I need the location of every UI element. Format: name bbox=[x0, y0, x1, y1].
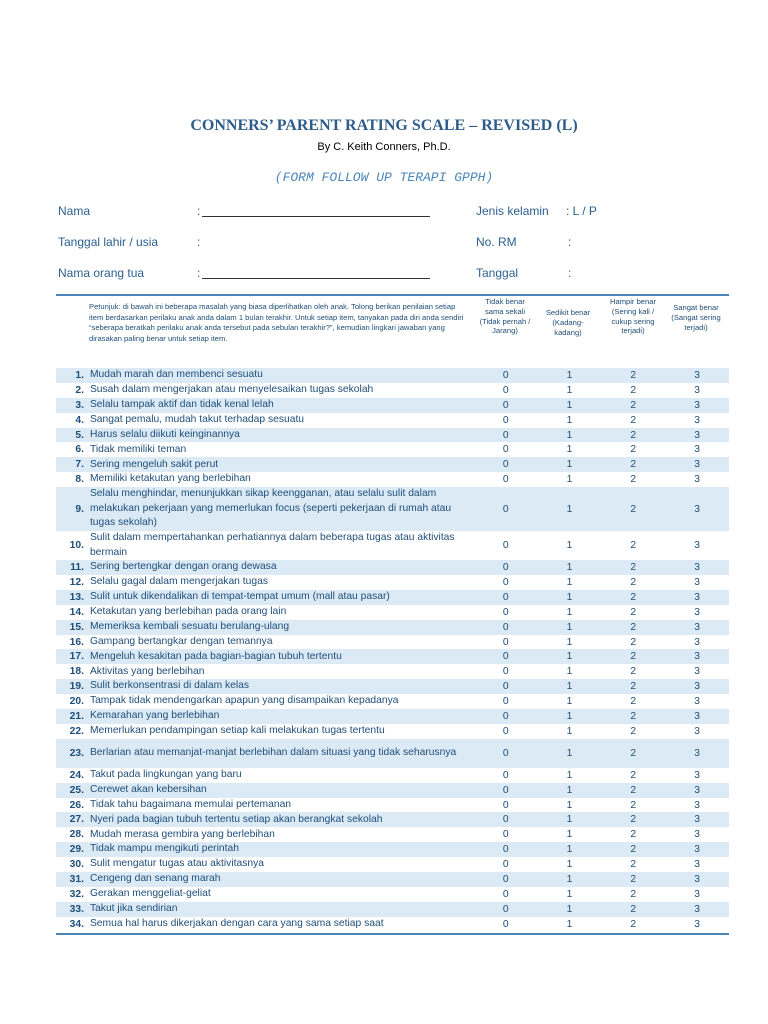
nama-orang-tua-label: Nama orang tua bbox=[58, 266, 145, 280]
item-number: 9. bbox=[56, 487, 90, 531]
rating-option-3[interactable]: 3 bbox=[694, 829, 700, 841]
rating-option-2[interactable]: 2 bbox=[601, 590, 665, 605]
table-row bbox=[56, 768, 729, 783]
rating-option-3[interactable]: 3 bbox=[665, 709, 729, 724]
rating-option-0[interactable]: 0 bbox=[474, 739, 538, 768]
rating-option-1[interactable]: 1 bbox=[538, 812, 602, 827]
item-text: Memiliki ketakutan yang berlebihan bbox=[89, 473, 251, 485]
rating-option-0[interactable]: 0 bbox=[474, 872, 538, 887]
rating-option-3[interactable]: 3 bbox=[665, 842, 729, 857]
rating-option-3[interactable]: 3 bbox=[694, 636, 700, 648]
table-row bbox=[56, 887, 729, 902]
rating-option-1[interactable]: 1 bbox=[538, 428, 602, 443]
rating-option-2[interactable]: 2 bbox=[630, 859, 637, 871]
item-number: 16. bbox=[69, 636, 84, 648]
rating-option-3[interactable]: 3 bbox=[665, 368, 729, 383]
table-row bbox=[56, 457, 729, 472]
item-text: Sulit untuk dikendalikan di tempat-tempat umum (mall atau pasar) bbox=[90, 590, 474, 605]
table-row bbox=[56, 783, 729, 798]
rating-option-2[interactable]: 2 bbox=[601, 428, 665, 443]
item-number: 4. bbox=[75, 414, 84, 426]
rating-option-1[interactable]: 1 bbox=[566, 725, 573, 737]
rating-option-2[interactable]: 2 bbox=[601, 679, 665, 694]
column-header-0: Tidak benar sama sekali (Tidak pernah / Jarang) bbox=[479, 297, 531, 336]
rating-option-2[interactable]: 2 bbox=[601, 457, 665, 472]
rating-option-3[interactable]: 3 bbox=[694, 606, 700, 618]
jenis-kelamin-value: : L / P bbox=[566, 204, 597, 218]
rating-option-0[interactable]: 0 bbox=[474, 590, 538, 605]
table-row bbox=[56, 620, 729, 635]
rating-option-3[interactable]: 3 bbox=[665, 457, 729, 472]
rating-option-0[interactable]: 0 bbox=[502, 859, 509, 871]
rating-option-3[interactable]: 3 bbox=[665, 872, 729, 887]
rating-option-3[interactable]: 3 bbox=[694, 384, 700, 396]
rating-option-0[interactable]: 0 bbox=[474, 457, 538, 472]
table-row bbox=[56, 694, 729, 709]
item-number: 7. bbox=[56, 457, 90, 472]
column-header-3: Sangat benar (Sangat sering terjadi) bbox=[671, 303, 721, 332]
rating-option-0[interactable]: 0 bbox=[502, 540, 509, 552]
rating-option-3[interactable]: 3 bbox=[694, 414, 700, 426]
rating-option-2[interactable]: 2 bbox=[601, 783, 665, 798]
item-text: Berlarian atau memanjat-manjat berlebihan dalam situasi yang tidak seharusnya bbox=[90, 739, 474, 768]
nama-orang-tua-colon: : bbox=[197, 266, 201, 280]
rating-option-3[interactable]: 3 bbox=[694, 576, 700, 588]
rating-option-0[interactable]: 0 bbox=[502, 769, 509, 781]
column-header-1: Sedikit benar (Kadang-kadang) bbox=[545, 308, 591, 337]
rating-option-3[interactable]: 3 bbox=[665, 428, 729, 443]
item-number: 20. bbox=[69, 696, 84, 708]
item-number: 28. bbox=[69, 829, 84, 841]
table-row bbox=[56, 902, 729, 917]
rating-option-1[interactable]: 1 bbox=[566, 666, 573, 678]
item-number: 32. bbox=[69, 888, 84, 900]
item-number: 12. bbox=[69, 576, 84, 588]
rating-option-1[interactable]: 1 bbox=[538, 709, 602, 724]
table-row bbox=[56, 487, 729, 531]
table-row bbox=[56, 857, 729, 872]
rating-option-2[interactable]: 2 bbox=[601, 872, 665, 887]
rating-option-1[interactable]: 1 bbox=[566, 414, 573, 426]
rating-option-0[interactable]: 0 bbox=[474, 812, 538, 827]
rating-option-0[interactable]: 0 bbox=[474, 368, 538, 383]
rating-option-2[interactable]: 2 bbox=[630, 444, 637, 456]
rating-option-1[interactable]: 1 bbox=[538, 842, 602, 857]
form-subtitle: (FORM FOLLOW UP TERAPI GPPH) bbox=[274, 170, 494, 185]
table-row bbox=[56, 798, 729, 813]
rating-option-1[interactable]: 1 bbox=[538, 872, 602, 887]
rating-option-2[interactable]: 2 bbox=[630, 696, 637, 708]
item-text: Mudah merasa gembira yang berlebihan bbox=[89, 828, 275, 840]
tanggal-colon: : bbox=[568, 266, 572, 280]
rating-option-1[interactable]: 1 bbox=[566, 636, 573, 648]
table-row bbox=[56, 368, 729, 383]
item-text: Susah dalam mengerjakan atau menyelesaikan tugas sekolah bbox=[89, 384, 374, 396]
table-row bbox=[56, 605, 729, 620]
item-text: Takut jika sendirian bbox=[90, 902, 474, 917]
item-text: Memeriksa kembali sesuatu berulang-ulang bbox=[90, 620, 474, 635]
rating-option-1[interactable]: 1 bbox=[538, 620, 602, 635]
rating-option-3[interactable]: 3 bbox=[665, 812, 729, 827]
rating-option-2[interactable]: 2 bbox=[601, 842, 665, 857]
item-number: 30. bbox=[69, 859, 84, 871]
instructions: Petunjuk: di bawah ini beberapa masalah yang biasa diperlihatkan oleh anak. Tolong berikan penilaian setiap item berdasarkan perilaku anak anda dalam 1 bulan terakhir. Untuk setiap item, tanyakan pada diri anda sendiri “seberapa beratkah perilaku anak anda tersebut pada sebulan terakhir?”, kemudian lingkari jawaban yang dirasakan paling benar untuk setiap item. bbox=[89, 302, 464, 343]
item-number: 10. bbox=[69, 540, 84, 552]
rating-option-3[interactable]: 3 bbox=[665, 487, 729, 531]
item-text: Harus selalu diikuti keinginannya bbox=[90, 428, 474, 443]
table-row bbox=[56, 428, 729, 443]
table-row bbox=[56, 635, 729, 650]
item-number: 6. bbox=[75, 444, 84, 456]
item-text: Ketakutan yang berlebihan pada orang lain bbox=[89, 605, 287, 617]
rating-option-2[interactable]: 2 bbox=[630, 829, 637, 841]
item-number: 22. bbox=[69, 725, 84, 737]
item-text: Mudah marah dan membenci sesuatu bbox=[90, 368, 474, 383]
rating-option-3[interactable]: 3 bbox=[665, 902, 729, 917]
item-text: Cerewet akan kebersihan bbox=[90, 783, 474, 798]
tanggal-lahir-colon: : bbox=[197, 235, 201, 249]
item-text: Sulit dalam mempertahankan perhatiannya dalam beberapa tugas atau aktivitas bermain bbox=[89, 532, 455, 558]
item-number: 18. bbox=[69, 666, 84, 678]
rating-option-3[interactable]: 3 bbox=[665, 590, 729, 605]
rating-option-3[interactable]: 3 bbox=[665, 560, 729, 575]
rating-option-0[interactable]: 0 bbox=[502, 636, 509, 648]
rating-option-3[interactable]: 3 bbox=[694, 540, 700, 552]
item-number: 19. bbox=[56, 679, 90, 694]
item-text: Takut pada lingkungan yang baru bbox=[89, 769, 242, 780]
rating-option-1[interactable]: 1 bbox=[538, 590, 602, 605]
rating-option-0[interactable]: 0 bbox=[474, 679, 538, 694]
item-number: 14. bbox=[69, 606, 84, 618]
rating-option-1[interactable]: 1 bbox=[538, 487, 602, 531]
rating-option-0[interactable]: 0 bbox=[474, 649, 538, 664]
item-number: 1. bbox=[56, 368, 90, 383]
item-text: Selalu tampak aktif dan tidak kenal lelah bbox=[90, 398, 474, 413]
item-text: Aktivitas yang berlebihan bbox=[89, 665, 205, 677]
rating-option-2[interactable]: 2 bbox=[630, 769, 637, 781]
rating-option-0[interactable]: 0 bbox=[502, 414, 509, 426]
rating-option-0[interactable]: 0 bbox=[502, 888, 509, 900]
rating-option-2[interactable]: 2 bbox=[630, 576, 637, 588]
item-number: 15. bbox=[56, 620, 90, 635]
rating-option-1[interactable]: 1 bbox=[538, 560, 602, 575]
rating-option-1[interactable]: 1 bbox=[566, 540, 573, 552]
rating-option-2[interactable]: 2 bbox=[601, 902, 665, 917]
rating-option-1[interactable]: 1 bbox=[566, 918, 573, 930]
table-row bbox=[56, 827, 729, 842]
table-row bbox=[56, 560, 729, 575]
item-text: Kemarahan yang berlebihan bbox=[90, 709, 474, 724]
rating-option-2[interactable]: 2 bbox=[630, 888, 637, 900]
rating-option-2[interactable]: 2 bbox=[630, 414, 637, 426]
item-text: Mengeluh kesakitan pada bagian-bagian tubuh tertentu bbox=[90, 649, 474, 664]
table-row bbox=[56, 739, 729, 768]
rating-option-1[interactable]: 1 bbox=[566, 444, 573, 456]
rating-option-1[interactable]: 1 bbox=[566, 576, 573, 588]
item-text: Semua hal harus dikerjakan dengan cara yang sama setiap saat bbox=[89, 917, 384, 929]
item-text: Sangat pemalu, mudah takut terhadap sesuatu bbox=[89, 413, 305, 425]
rating-option-3[interactable]: 3 bbox=[665, 649, 729, 664]
rating-option-0[interactable]: 0 bbox=[474, 902, 538, 917]
rating-option-1[interactable]: 1 bbox=[566, 799, 573, 811]
item-number: 34. bbox=[69, 918, 84, 930]
item-number: 23. bbox=[56, 739, 90, 768]
rating-option-3[interactable]: 3 bbox=[665, 679, 729, 694]
rating-option-0[interactable]: 0 bbox=[474, 620, 538, 635]
item-number: 21. bbox=[56, 709, 90, 724]
rating-option-2[interactable]: 2 bbox=[601, 649, 665, 664]
rating-option-1[interactable]: 1 bbox=[566, 384, 573, 396]
rating-option-1[interactable]: 1 bbox=[566, 606, 573, 618]
no-rm-label: No. RM bbox=[476, 235, 517, 249]
item-text: Cengeng dan senang marah bbox=[90, 872, 474, 887]
rating-option-1[interactable]: 1 bbox=[566, 829, 573, 841]
author-byline: By C. Keith Conners, Ph.D. bbox=[317, 141, 451, 153]
rating-option-2[interactable]: 2 bbox=[601, 368, 665, 383]
rating-option-0[interactable]: 0 bbox=[474, 487, 538, 531]
item-number: 3. bbox=[56, 398, 90, 413]
table-row bbox=[56, 413, 729, 428]
rating-option-2[interactable]: 2 bbox=[630, 918, 637, 930]
rating-option-2[interactable]: 2 bbox=[601, 487, 665, 531]
nama-orang-tua-input-line[interactable] bbox=[202, 278, 430, 279]
rating-option-3[interactable]: 3 bbox=[694, 444, 700, 456]
rating-option-2[interactable]: 2 bbox=[630, 474, 637, 486]
rating-option-1[interactable]: 1 bbox=[538, 368, 602, 383]
rating-option-0[interactable]: 0 bbox=[502, 606, 509, 618]
rating-option-2[interactable]: 2 bbox=[601, 560, 665, 575]
rating-option-1[interactable]: 1 bbox=[566, 888, 573, 900]
rating-option-3[interactable]: 3 bbox=[665, 739, 729, 768]
rating-option-1[interactable]: 1 bbox=[566, 696, 573, 708]
nama-colon: : bbox=[197, 204, 201, 218]
rating-option-3[interactable]: 3 bbox=[694, 666, 700, 678]
table-row bbox=[56, 917, 729, 932]
item-text: Tidak tahu bagaimana memulai pertemanan bbox=[89, 798, 292, 810]
rating-option-3[interactable]: 3 bbox=[665, 620, 729, 635]
table-row bbox=[56, 531, 729, 560]
rating-option-2[interactable]: 2 bbox=[630, 799, 637, 811]
nama-input-line[interactable] bbox=[202, 216, 430, 217]
rating-option-0[interactable]: 0 bbox=[502, 799, 509, 811]
item-number: 33. bbox=[56, 902, 90, 917]
table-row bbox=[56, 398, 729, 413]
rating-option-0[interactable]: 0 bbox=[474, 783, 538, 798]
rating-option-1[interactable]: 1 bbox=[538, 398, 602, 413]
rating-option-0[interactable]: 0 bbox=[474, 398, 538, 413]
rating-option-3[interactable]: 3 bbox=[694, 859, 700, 871]
rating-option-2[interactable]: 2 bbox=[601, 398, 665, 413]
column-header-2: Hampir benar (Sering kali / cukup sering terjadi) bbox=[609, 297, 656, 336]
table-row bbox=[56, 442, 729, 457]
table-row bbox=[56, 575, 729, 590]
rating-option-1[interactable]: 1 bbox=[538, 902, 602, 917]
rating-option-3[interactable]: 3 bbox=[665, 783, 729, 798]
no-rm-colon: : bbox=[568, 235, 572, 249]
item-number: 11. bbox=[56, 560, 90, 575]
tanggal-lahir-label: Tanggal lahir / usia bbox=[58, 235, 159, 249]
table-row bbox=[56, 590, 729, 605]
rating-option-0[interactable]: 0 bbox=[502, 576, 509, 588]
item-number: 5. bbox=[56, 428, 90, 443]
item-number: 24. bbox=[69, 769, 84, 781]
rating-option-1[interactable]: 1 bbox=[566, 859, 573, 871]
rating-option-3[interactable]: 3 bbox=[694, 769, 700, 781]
rating-option-0[interactable]: 0 bbox=[502, 444, 509, 456]
item-number: 27. bbox=[56, 812, 90, 827]
item-number: 29. bbox=[56, 842, 90, 857]
rating-option-0[interactable]: 0 bbox=[502, 666, 509, 678]
item-text: Tampak tidak mendengarkan apapun yang disampaikan kepadanya bbox=[89, 695, 399, 707]
rating-option-2[interactable]: 2 bbox=[630, 725, 637, 737]
item-text: Tidak mampu mengikuti perintah bbox=[90, 842, 474, 857]
item-number: 31. bbox=[56, 872, 90, 887]
rating-option-2[interactable]: 2 bbox=[601, 620, 665, 635]
rating-option-3[interactable]: 3 bbox=[665, 398, 729, 413]
rating-option-3[interactable]: 3 bbox=[694, 918, 700, 930]
item-text: Sulit berkonsentrasi di dalam kelas bbox=[90, 679, 474, 694]
item-text: Gampang bertangkar dengan temannya bbox=[89, 635, 273, 647]
rating-option-2[interactable]: 2 bbox=[630, 606, 637, 618]
rating-option-0[interactable]: 0 bbox=[502, 384, 509, 396]
rating-option-2[interactable]: 2 bbox=[601, 812, 665, 827]
item-number: 17. bbox=[56, 649, 90, 664]
rating-option-1[interactable]: 1 bbox=[566, 474, 573, 486]
item-number: 25. bbox=[56, 783, 90, 798]
rating-option-0[interactable]: 0 bbox=[502, 696, 509, 708]
table-row bbox=[56, 383, 729, 398]
table-top-rule bbox=[56, 294, 729, 296]
rating-option-0[interactable]: 0 bbox=[502, 725, 509, 737]
rating-option-0[interactable]: 0 bbox=[474, 560, 538, 575]
rating-option-0[interactable]: 0 bbox=[474, 842, 538, 857]
rating-option-0[interactable]: 0 bbox=[502, 474, 509, 486]
table-row bbox=[56, 709, 729, 724]
rating-option-1[interactable]: 1 bbox=[538, 649, 602, 664]
nama-label: Nama bbox=[58, 204, 91, 218]
tanggal-label: Tanggal bbox=[476, 266, 519, 280]
item-text: Selalu gagal dalam mengerjakan tugas bbox=[89, 576, 268, 588]
rating-option-1[interactable]: 1 bbox=[538, 457, 602, 472]
rating-option-1[interactable]: 1 bbox=[566, 769, 573, 781]
table-row bbox=[56, 872, 729, 887]
rating-option-3[interactable]: 3 bbox=[694, 799, 700, 811]
rating-option-3[interactable]: 3 bbox=[694, 474, 700, 486]
form-title: CONNERS’ PARENT RATING SCALE – REVISED (L) bbox=[190, 117, 578, 134]
rating-option-0[interactable]: 0 bbox=[474, 709, 538, 724]
item-text: Sulit mengatur tugas atau aktivitasnya bbox=[89, 858, 264, 870]
item-number: 26. bbox=[69, 799, 84, 811]
rating-option-0[interactable]: 0 bbox=[474, 428, 538, 443]
rating-option-2[interactable]: 2 bbox=[601, 739, 665, 768]
rating-option-3[interactable]: 3 bbox=[694, 696, 700, 708]
rating-option-3[interactable]: 3 bbox=[694, 888, 700, 900]
item-number: 13. bbox=[56, 590, 90, 605]
table-row bbox=[56, 812, 729, 827]
table-row bbox=[56, 842, 729, 857]
rating-option-0[interactable]: 0 bbox=[502, 829, 509, 841]
table-row bbox=[56, 679, 729, 694]
rating-option-2[interactable]: 2 bbox=[630, 636, 637, 648]
item-text: Memerlukan pendampingan setiap kali melakukan tugas tertentu bbox=[89, 725, 385, 737]
item-text: Gerakan menggeliat-geliat bbox=[89, 888, 211, 900]
table-row bbox=[56, 649, 729, 664]
rating-items-table bbox=[56, 368, 729, 932]
rating-option-2[interactable]: 2 bbox=[630, 666, 637, 678]
rating-option-1[interactable]: 1 bbox=[538, 679, 602, 694]
rating-option-2[interactable]: 2 bbox=[601, 709, 665, 724]
table-row bbox=[56, 724, 729, 739]
rating-option-1[interactable]: 1 bbox=[538, 783, 602, 798]
jenis-kelamin-label: Jenis kelamin bbox=[476, 204, 549, 218]
item-text: Nyeri pada bagian tubuh tertentu setiap akan berangkat sekolah bbox=[90, 812, 474, 827]
item-number: 8. bbox=[75, 474, 84, 486]
item-number: 2. bbox=[75, 384, 84, 396]
item-text: Sering bertengkar dengan orang dewasa bbox=[90, 560, 474, 575]
item-text: Selalu menghindar, menunjukkan sikap keengganan, atau selalu sulit dalam melakukan pekerjaan yang memerlukan focus (seperti pekerjaan di rumah atau tugas sekolah) bbox=[90, 487, 474, 531]
table-row bbox=[56, 664, 729, 679]
rating-option-3[interactable]: 3 bbox=[694, 725, 700, 737]
item-text: Sering mengeluh sakit perut bbox=[90, 457, 474, 472]
rating-option-0[interactable]: 0 bbox=[502, 918, 509, 930]
table-bottom-rule bbox=[56, 933, 729, 935]
rating-option-2[interactable]: 2 bbox=[630, 384, 637, 396]
rating-option-1[interactable]: 1 bbox=[538, 739, 602, 768]
item-text: Tidak memiliki teman bbox=[89, 443, 187, 455]
table-row bbox=[56, 472, 729, 487]
rating-option-2[interactable]: 2 bbox=[630, 540, 637, 552]
